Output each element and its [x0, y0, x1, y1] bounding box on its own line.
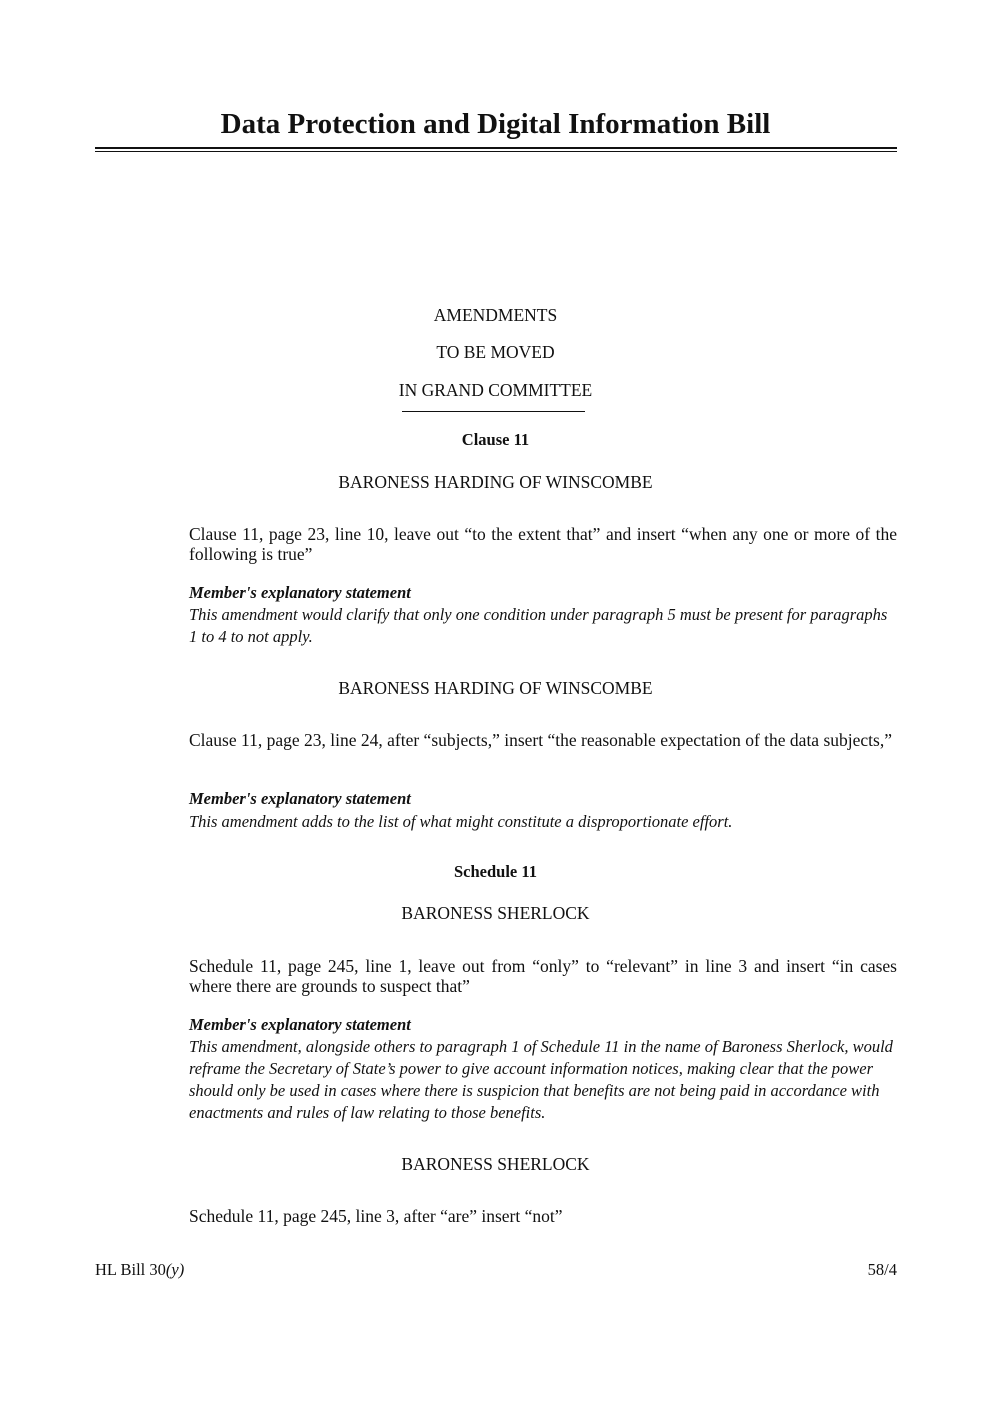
section-heading: Schedule 11: [454, 862, 537, 881]
amendment-text: Schedule 11, page 245, line 3, after “are” insert “not”: [189, 1206, 563, 1226]
page-title: Data Protection and Digital Information Bill: [220, 108, 771, 140]
page-reference: 58/4: [867, 1260, 897, 1279]
amendment-text: Clause 11, page 23, line 10, leave out “to the extent that” and insert “when any one or more of the following is true”: [189, 524, 897, 564]
amendment-text: Schedule 11, page 245, line 1, leave out from “only” to “relevant” in line 3 and insert “in cases where there are grounds to suspect that”: [189, 956, 897, 996]
member-name: BARONESS HARDING OF WINSCOMBE: [338, 472, 653, 492]
intro-line-1: AMENDMENTS: [433, 305, 558, 325]
member-name: BARONESS HARDING OF WINSCOMBE: [338, 678, 653, 698]
bill-number-prefix: HL Bill 30: [95, 1260, 166, 1279]
bill-number-suffix: (y): [165, 1260, 185, 1279]
bill-number: [95, 1260, 184, 1280]
statement-heading: Member's explanatory statement: [189, 789, 411, 808]
statement-heading: Member's explanatory statement: [189, 1015, 411, 1034]
member-name: BARONESS SHERLOCK: [401, 1154, 590, 1174]
title-rule-thick: [95, 147, 897, 149]
statement-heading: Member's explanatory statement: [189, 583, 411, 602]
statement-text: This amendment, alongside others to paragraph 1 of Schedule 11 in the name of Baroness Sherlock, would reframe the Secretary of State’s power to give account information notices, making clear that the power should only be used in cases where there is suspicion that benefits are not being paid in accordance with enactments and rules of law relating to those benefits.: [189, 1037, 893, 1122]
section-heading: Clause 11: [461, 430, 530, 449]
title-rule-thin: [95, 151, 897, 152]
intro-rule: [402, 411, 585, 412]
intro-line-2: TO BE MOVED: [436, 342, 555, 362]
statement-text: This amendment adds to the list of what might constitute a disproportionate effort.: [189, 812, 733, 831]
statement-text: This amendment would clarify that only one condition under paragraph 5 must be present for paragraphs 1 to 4 to not apply.: [189, 605, 888, 646]
member-name: BARONESS SHERLOCK: [401, 903, 590, 923]
intro-line-3: IN GRAND COMMITTEE: [398, 380, 593, 400]
amendment-text: Clause 11, page 23, line 24, after “subjects,” insert “the reasonable expectation of the data subjects,”: [189, 730, 892, 750]
